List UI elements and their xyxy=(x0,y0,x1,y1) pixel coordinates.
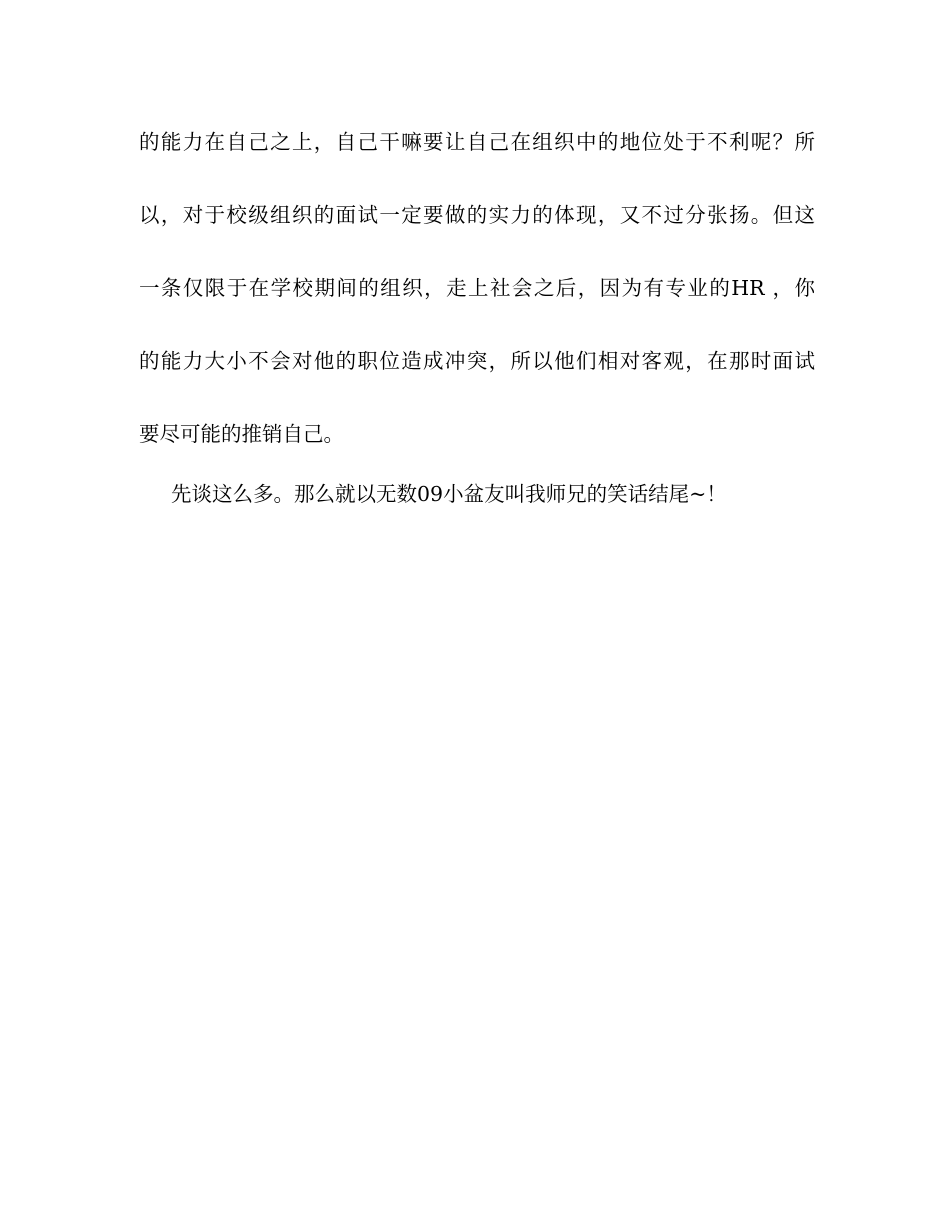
paragraph-line: 要尽可能的推销自己。 xyxy=(139,422,344,446)
paragraph-line: 的能力在自己之上，自己干嘛要让自己在组织中的地位处于不利呢？所 xyxy=(139,130,815,154)
closing-paragraph: 先谈这么多。那么就以无数09小盆友叫我师兄的笑话结尾~！ xyxy=(171,482,727,506)
paragraph-line: 一条仅限于在学校期间的组织，走上社会之后，因为有专业的HR ，你 xyxy=(139,276,815,300)
paragraph-line: 以，对于校级组织的面试一定要做的实力的体现，又不过分张扬。但这 xyxy=(139,203,815,227)
paragraph-line: 的能力大小不会对他的职位造成冲突，所以他们相对客观，在那时面试 xyxy=(139,349,815,373)
